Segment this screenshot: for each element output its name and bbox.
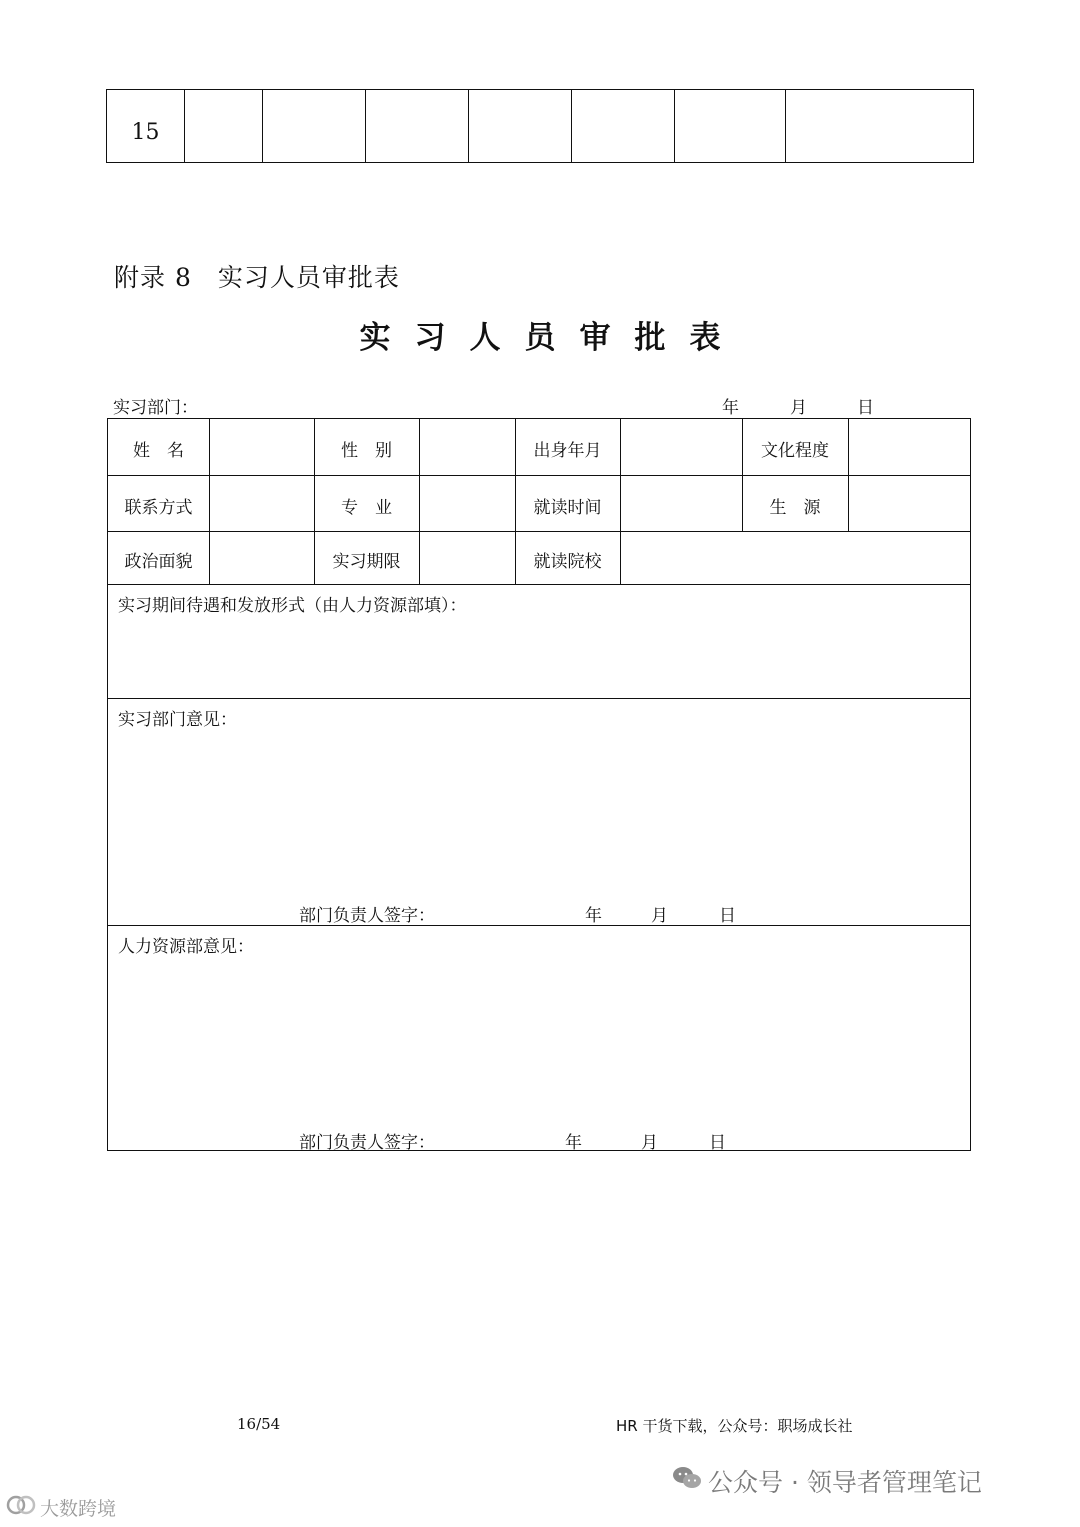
label-school: 就读院校 xyxy=(533,552,602,572)
watermark-account: 公众号 · 领导者管理笔记 xyxy=(708,1468,982,1497)
empty-cell xyxy=(786,90,974,163)
approval-form xyxy=(107,418,971,1151)
page-number: 16/54 xyxy=(237,1415,281,1433)
column-divider xyxy=(419,419,420,584)
column-divider xyxy=(620,419,621,584)
logo-icon xyxy=(6,1494,36,1516)
dept-signature-label: 部门负责人签字： xyxy=(299,906,435,926)
empty-cell xyxy=(675,90,786,163)
row-divider xyxy=(108,925,970,926)
label-political-status: 政治面貌 xyxy=(124,552,193,572)
row-divider xyxy=(108,531,970,532)
label-study-period: 就读时间 xyxy=(533,498,602,518)
label-birth-date: 出身年月 xyxy=(533,441,602,461)
empty-cell xyxy=(572,90,675,163)
empty-cell xyxy=(185,90,263,163)
appendix-heading: 附录 8 实习人员审批表 xyxy=(114,263,400,292)
hr-sign-day: 日 xyxy=(709,1133,726,1153)
dept-sign-day: 日 xyxy=(719,906,736,926)
treatment-section-label: 实习期间待遇和发放形式（由人力资源部填）： xyxy=(118,596,467,616)
row-divider xyxy=(108,698,970,699)
hr-sign-year: 年 xyxy=(565,1133,582,1153)
header-month: 月 xyxy=(790,398,807,418)
header-year: 年 xyxy=(722,398,739,418)
empty-cell xyxy=(469,90,572,163)
dept-sign-month: 月 xyxy=(651,906,668,926)
column-divider xyxy=(848,419,849,531)
label-contact: 联系方式 xyxy=(124,498,193,518)
dept-sign-year: 年 xyxy=(585,906,602,926)
department-label: 实习部门： xyxy=(113,398,198,418)
label-student-origin: 生 源 xyxy=(769,498,821,518)
label-education: 文化程度 xyxy=(761,441,829,461)
watermark-brand: 大数跨境 xyxy=(40,1498,117,1520)
row-divider xyxy=(108,475,970,476)
column-divider xyxy=(209,419,210,584)
footer-source: HR 干货下载，公众号：职场成长社 xyxy=(616,1417,853,1435)
hr-sign-month: 月 xyxy=(641,1133,658,1153)
header-day: 日 xyxy=(857,398,874,418)
row-number-cell: 15 xyxy=(107,90,185,163)
label-name: 姓 名 xyxy=(133,441,184,461)
hr-opinion-label: 人力资源部意见： xyxy=(118,937,254,957)
row-divider xyxy=(108,584,970,585)
label-internship-term: 实习期限 xyxy=(332,552,401,572)
wechat-icon xyxy=(672,1465,702,1491)
label-major: 专 业 xyxy=(341,498,392,518)
dept-opinion-label: 实习部门意见： xyxy=(118,710,237,730)
hr-signature-label: 部门负责人签字： xyxy=(299,1133,435,1153)
previous-table-fragment xyxy=(106,89,974,163)
form-title: 实习人员审批表 xyxy=(359,320,745,356)
empty-cell xyxy=(366,90,469,163)
empty-cell xyxy=(263,90,366,163)
label-gender: 性 别 xyxy=(341,441,392,461)
